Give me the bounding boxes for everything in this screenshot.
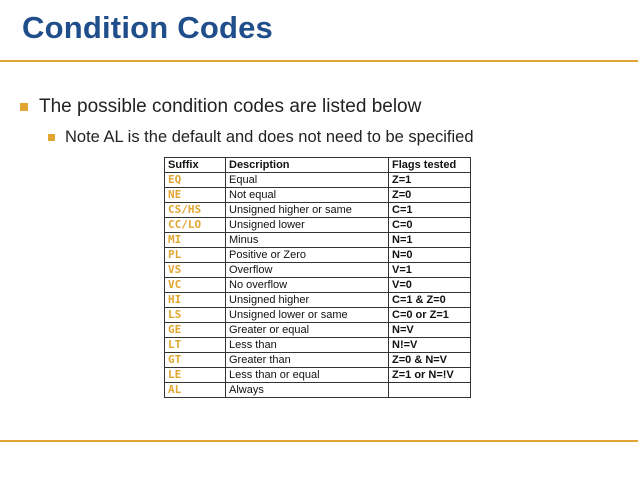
table-row (165, 383, 471, 398)
description-cell: Less than (226, 338, 389, 353)
description-cell: Unsigned lower or same (226, 308, 389, 323)
footer-divider (0, 440, 638, 442)
flags-cell: V=0 (389, 278, 471, 293)
flags-cell: N=V (389, 323, 471, 338)
flags-cell: C=1 & Z=0 (389, 293, 471, 308)
description-cell: Greater than (226, 353, 389, 368)
flags-cell: N=0 (389, 248, 471, 263)
description-cell: Unsigned lower (226, 218, 389, 233)
suffix-cell: GE (165, 323, 226, 338)
header-description: Description (226, 158, 389, 173)
flags-cell: N=1 (389, 233, 471, 248)
flags-cell (389, 383, 471, 398)
flags-cell: C=0 or Z=1 (389, 308, 471, 323)
description-cell: Not equal (226, 188, 389, 203)
suffix-cell: PL (165, 248, 226, 263)
bullet-square-icon (20, 103, 28, 111)
suffix-cell: LE (165, 368, 226, 383)
description-cell: Minus (226, 233, 389, 248)
description-cell: No overflow (226, 278, 389, 293)
suffix-cell: VC (165, 278, 226, 293)
table-row (165, 323, 471, 338)
table-row (165, 353, 471, 368)
table-row (165, 278, 471, 293)
table-row (165, 173, 471, 188)
suffix-cell: VS (165, 263, 226, 278)
table-row (165, 338, 471, 353)
table-row (165, 293, 471, 308)
flags-cell: C=0 (389, 218, 471, 233)
description-cell: Less than or equal (226, 368, 389, 383)
description-cell: Unsigned higher or same (226, 203, 389, 218)
suffix-cell: LS (165, 308, 226, 323)
flags-cell: C=1 (389, 203, 471, 218)
description-cell: Always (226, 383, 389, 398)
suffix-cell: LT (165, 338, 226, 353)
description-cell: Positive or Zero (226, 248, 389, 263)
suffix-cell: NE (165, 188, 226, 203)
table-row (165, 263, 471, 278)
bullet-sub-text: Note AL is the default and does not need to be specified (65, 128, 474, 146)
description-cell: Equal (226, 173, 389, 188)
flags-cell: Z=0 & N=V (389, 353, 471, 368)
table-row (165, 233, 471, 248)
bullet-main (20, 96, 421, 118)
header-suffix: Suffix (165, 158, 226, 173)
flags-cell: N!=V (389, 338, 471, 353)
flags-cell: Z=0 (389, 188, 471, 203)
table-row (165, 248, 471, 263)
header-flags-tested: Flags tested (389, 158, 471, 173)
suffix-cell: MI (165, 233, 226, 248)
bullet-main-text: The possible condition codes are listed below (39, 96, 422, 117)
slide-title: Condition Codes (22, 10, 273, 45)
bullet-square-icon (48, 134, 55, 141)
table-row (165, 188, 471, 203)
suffix-cell: GT (165, 353, 226, 368)
flags-cell: V=1 (389, 263, 471, 278)
suffix-cell: EQ (165, 173, 226, 188)
description-cell: Overflow (226, 263, 389, 278)
table-header-row (165, 158, 471, 173)
table-row (165, 218, 471, 233)
table-row (165, 203, 471, 218)
suffix-cell: HI (165, 293, 226, 308)
description-cell: Greater or equal (226, 323, 389, 338)
title-divider (0, 60, 638, 62)
table-row (165, 368, 471, 383)
condition-codes-table (164, 157, 471, 398)
suffix-cell: CC/LO (165, 218, 226, 233)
flags-cell: Z=1 (389, 173, 471, 188)
table-row (165, 308, 471, 323)
bullet-sub (48, 128, 474, 147)
flags-cell: Z=1 or N=!V (389, 368, 471, 383)
suffix-cell: AL (165, 383, 226, 398)
suffix-cell: CS/HS (165, 203, 226, 218)
description-cell: Unsigned higher (226, 293, 389, 308)
